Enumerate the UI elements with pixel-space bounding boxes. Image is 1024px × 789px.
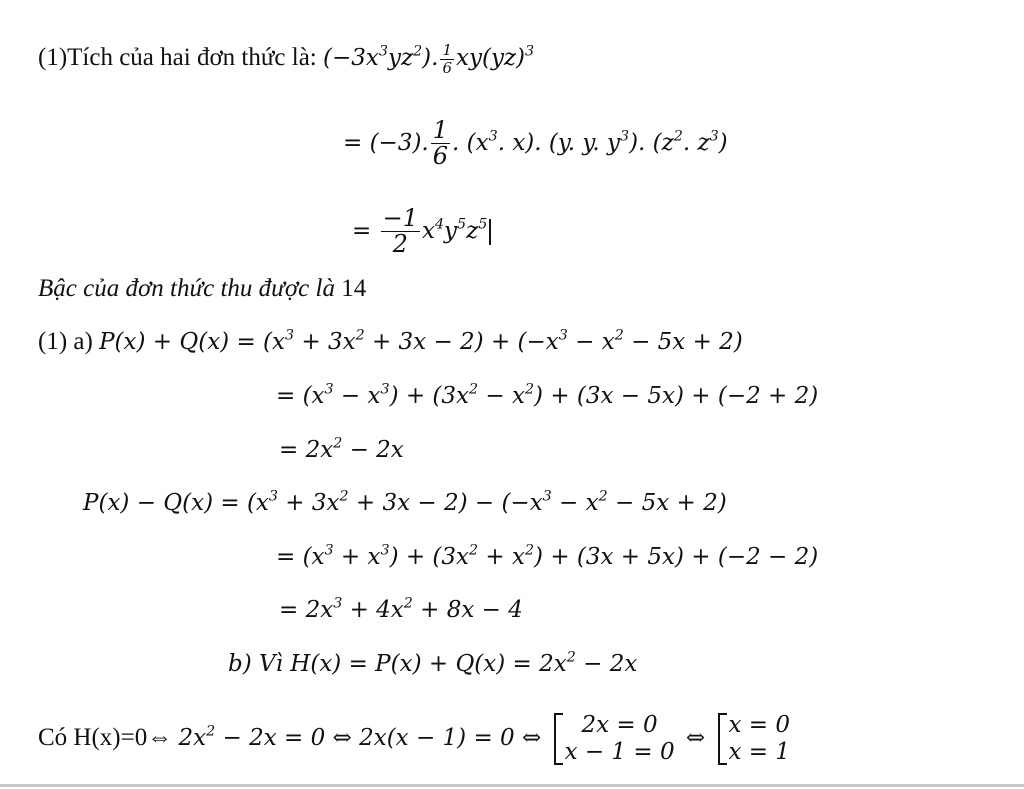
monomial-product: $(-3x^3yz^2)$. $\frac{1}{6}$ xy(yz)$^3$ [323,41,535,77]
part1-step2: = $\frac{-1}{2}$ $x^4y^5z^5$ [352,206,491,257]
part1-step1: = (−3). $\frac{1}{6}$ . ($x^3$. x). (y. y. $y^3$). ($z^2$. $z^3$) [343,116,728,171]
diff-line-3: = $2x^3 + 4x^2 + 8x - 4$ [279,595,523,623]
fraction-one-sixth-large: $\frac{1}{6}$ [432,116,449,171]
sum-line-1: (1) a) $P(x) + Q(x) = (x^3 + 3x^2 + 3x - 2) + (-x^3 - x^2 - 5x + 2)$ [38,327,743,355]
part1-label: (1)Tích của hai đơn thức là: [38,44,323,71]
degree-line: Bậc của đơn thức thu được là 14 [38,275,367,302]
sum-line-2: = $(x^3 - x^3) + (3x^2 - x^2) + (3x - 5x) + (-2 + 2)$ [276,381,819,409]
part-b-line: b) Vì $H(x) = P(x) + Q(x) = 2x^2 - 2x$ [228,649,638,677]
equation-system-1: 2x = 0 x − 1 = 0 [553,712,675,766]
part2-label: (1) a) [38,328,100,355]
part1-header-line [38,42,534,76]
diff-line-2: = $(x^3 + x^3) + (3x^2 + x^2) + (3x + 5x) + (-2 - 2)$ [276,542,819,570]
fraction-minus-one-half: $\frac{-1}{2}$ [382,204,418,259]
page-bottom-border [0,784,1024,787]
sum-line-3: = $2x^2 - 2x$ [279,435,404,463]
text-cursor [489,219,491,245]
co-label: Có H(x)=0⇔ [38,724,179,751]
diff-line-1: $P(x) - Q(x) = (x^3 + 3x^2 + 3x - 2) - (-x^3 - x^2 - 5x + 2)$ [83,488,727,516]
fraction-one-sixth: $\frac{1}{6}$ [442,41,452,77]
equation-system-2: x = 0 x = 1 [717,712,791,766]
solve-line: Có H(x)=0⇔ $2x^2 - 2x = 0$ ⇔ 2x(x − 1) = 0 ⇔ 2x = 0 x − 1 = 0 ⇔ x = 0 x = 1 [38,712,790,765]
